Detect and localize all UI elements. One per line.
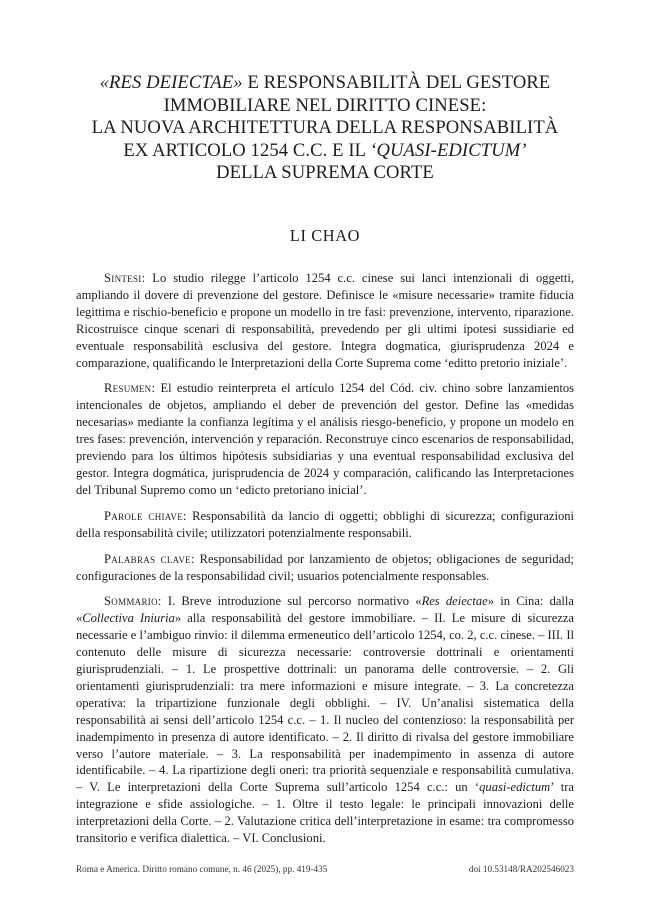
sintesi-text: Lo studio rilegge l’articolo 1254 c.c. cinese sui lanci intenzionali di oggetti, ampliando il dovere di prevenzione del gestore. Definisce le «misure necessarie» tramite fiducia legittima e rischio-beneficio e propone un modello in tre fasi: prevenzione, intervento, riparazione. Ricostruisce cinque scenari di responsabilità, prevedendo per gli ultimi ipotesi sussidiarie ed eventuale responsabilità esclusiva del gestore. Integra dogmatica, giurisprudenza 2024 e comparazione, qualificando le Interpretazioni della Corte Suprema come ‘editto pretorio iniziale’. — [76, 271, 574, 370]
parole-chiave-text: Responsabilità da lancio di oggetti; obblighi di sicurezza; configurazioni della responsabilità civile; utilizzatori potenzialmente responsabili. — [76, 508, 574, 540]
sommario-text-3: » alla responsabilità del gestore immobiliare. – II. Le misure di sicurezza necessarie e l’ambiguo rinvio: il dilemma ermeneutico dell’articolo 1254, co. 2, c.c. cinese. – III. Il contenuto delle misure di sicurezza necessarie: controversie dottrinali e orientamenti giurisprudenziali. – 1. Le prospettive dottrinali: un panorama delle controversie. – 2. Gli orientamenti giurisprudenziali: tra mere informazioni e misure integrate. – 3. La concretezza operativa: la tripartizione funzionale degli obblighi. – IV. Un’analisi sistematica della responsabilità ai sensi dell’articolo 1254 c.c. – 1. Il nucleo del contenzioso: la responsabilità per inadempimento in presenza di autore identificato. – 2. Il diritto di rivalsa del gestore immobiliare verso l’autore materiale. – 3. La responsabilità per inadempimento in assenza di autore identificabile. – 4. La ripartizione degli oneri: tra priorità sequenziale e responsabilità cumulativa. – V. Le interpretazioni della Corte Suprema sull’articolo 1254 c.c.: un ‘ — [76, 611, 574, 795]
title-italic-quasi-edictum: ‘QUASI-EDICTUM’ — [370, 139, 527, 161]
parole-chiave-label: Parole chiave: — [104, 508, 187, 523]
sommario-italic-res-deiectae: Res deiectae — [421, 594, 488, 609]
palabras-clave-label: Palabras clave: — [104, 551, 195, 566]
title-line-1 — [60, 72, 590, 95]
resumen-paragraph — [76, 380, 574, 498]
sommario-label: Sommario: — [104, 594, 162, 609]
sommario-text-2: » in Cina: dalla « — [76, 594, 574, 626]
journal-citation: Roma e America. Diritto romano comune, n. 46 (2025), pp. 419-435 — [76, 864, 328, 874]
title-line-1-rest: E RESPONSABILITÀ DEL GESTORE — [242, 72, 551, 93]
title-line-3: LA NUOVA ARCHITETTURA DELLA RESPONSABILITÀ — [91, 117, 559, 138]
article-title — [60, 72, 590, 185]
title-line-4-start: EX ARTICOLO 1254 C.C. E IL — [123, 139, 371, 161]
sommario-text-4: ’ tra integrazione e sfide assiologiche. – 1. Oltre il testo legale: le principali innovazioni delle interpretazioni della Corte. – 2. Valutazione critica dell’interpretazione in esame: tra compromesso transitorio e verifica dialettica. – VI. Conclusioni. — [76, 780, 574, 846]
sommario-italic-collectiva-iniuria: Collectiva Iniuria — [82, 611, 175, 626]
abstract-body — [76, 270, 574, 856]
sintesi-paragraph — [76, 270, 574, 371]
palabras-clave-text: Responsabilidad por lanzamiento de objetos; obligaciones de seguridad; configuraciones de la responsabilidad civil; usuarios potencialmente responsables. — [76, 551, 574, 583]
resumen-label: Resumen: — [104, 381, 156, 396]
resumen-text: El estudio reinterpreta el artículo 1254 del Cód. civ. chino sobre lanzamientos intencionales de objetos, ampliando el deber de prevención del gestor. Define las «medidas necesarias» mediante la confianza legítima y el análisis riesgo-beneficio, y propone un modelo en tres fases: prevención, intervención y reparación. Reconstruye cinco escenarios de responsabilidad, previendo para los últimos hipótesis subsidiarias y una eventual responsabilidad exclusiva del gestor. Integra dogmática, jurisprudencia de 2024 y comparación, calificando las Interpretaciones del Tribunal Supremo como un ‘edicto pretoriano inicial’. — [76, 381, 574, 497]
title-line-5: DELLA SUPREMA CORTE — [216, 162, 434, 183]
sommario-text-1: I. Breve introduzione sul percorso normativo « — [161, 594, 422, 609]
parole-chiave-paragraph — [76, 508, 574, 542]
title-line-2: IMMOBILIARE NEL DIRITTO CINESE: — [163, 94, 487, 116]
author-name: LI CHAO — [289, 226, 361, 245]
sintesi-label: Sintesi: — [104, 271, 146, 285]
palabras-clave-paragraph — [76, 551, 574, 585]
doi-reference: doi 10.53148/RA202546023 — [468, 864, 574, 874]
sommario-italic-quasi-edictum: quasi-edictum — [479, 780, 551, 795]
title-italic-res-deiectae: «RES DEIECTAE» — [99, 72, 243, 93]
title-line-4 — [60, 140, 590, 163]
sommario-paragraph — [76, 593, 574, 847]
